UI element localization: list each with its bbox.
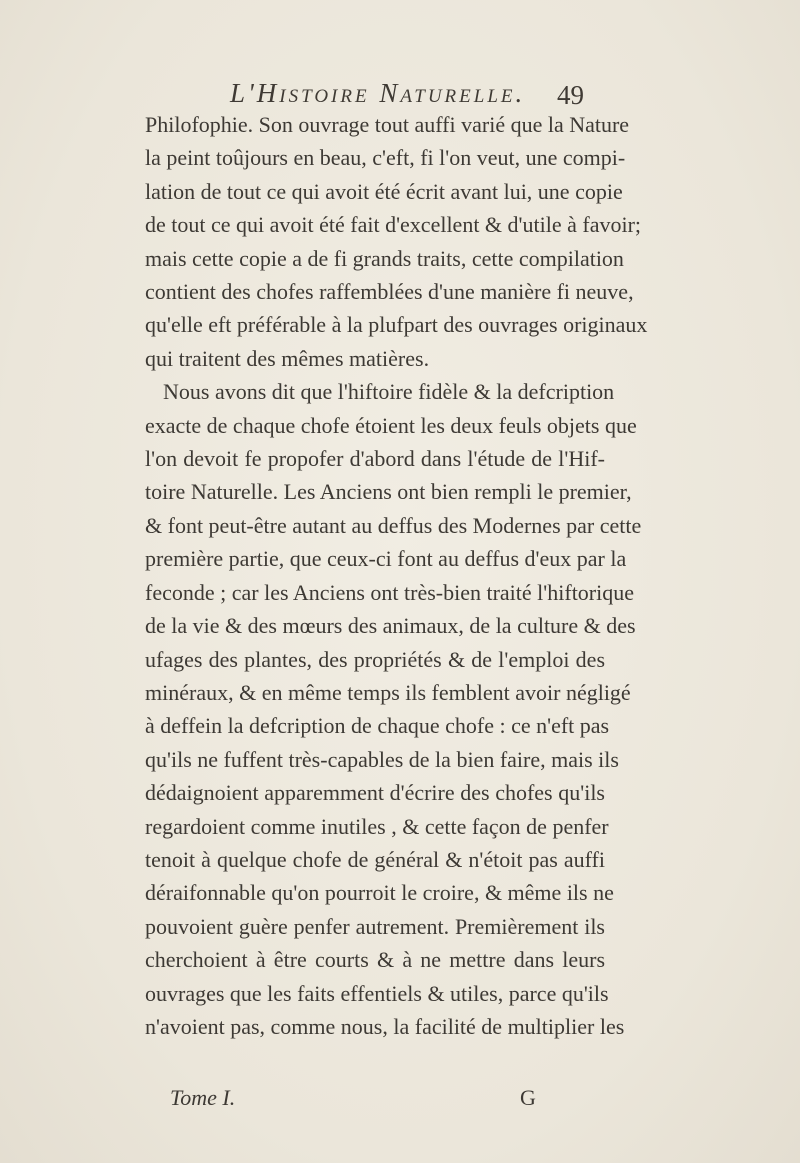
signature-mark: G	[520, 1085, 536, 1110]
text-line: la peint toûjours en beau, c'eft, fi l'on veut, une compi-	[145, 145, 626, 171]
text-line: mais cette copie a de fi grands traits, cette compilation	[145, 245, 624, 271]
text-line: dédaignoient apparemment d'écrire des chofes qu'ils	[145, 780, 605, 806]
text-line: Philofophie. Son ouvrage tout auffi varié que la Nature	[145, 112, 630, 137]
text-line: ufages des plantes, des propriétés & de l'emploi des	[145, 646, 605, 672]
text-line: de tout ce qui avoit été fait d'excellent & d'utile à favoir;	[145, 212, 642, 238]
text-line: exacte de chaque chofe étoient les deux feuls objets que	[145, 412, 637, 438]
text-line: lation de tout ce qui avoit été écrit avant lui, une copie	[145, 178, 623, 204]
text-line: & font peut-être autant au deffus des Modernes par cette	[145, 512, 642, 538]
text-line: qu'ils ne fuffent très-capables de la bien faire, mais ils	[145, 746, 619, 772]
text-line: de la vie & des mœurs des animaux, de la culture & des	[145, 613, 636, 639]
text-line: déraifonnable qu'on pourroit le croire, & même ils ne	[145, 880, 614, 906]
text-line: l'on devoit fe propofer d'abord dans l'étude de l'Hif-	[145, 446, 605, 472]
text-line: tenoit à quelque chofe de général & n'étoit pas auffi	[145, 846, 605, 872]
page-number: 49	[557, 80, 584, 110]
text-line: cherchoient à être courts & à ne mettre dans leurs	[145, 947, 605, 973]
body-text	[145, 108, 648, 1043]
text-line: ouvrages que les faits effentiels & utiles, parce qu'ils	[145, 980, 609, 1006]
text-line: pouvoient guère penfer autrement. Premièrement ils	[145, 913, 605, 939]
text-line: qu'elle eft préférable à la plufpart des ouvrages originaux	[145, 312, 648, 338]
text-line: à deffein la defcription de chaque chofe : ce n'eft pas	[145, 713, 610, 739]
text-line: feconde ; car les Anciens ont très-bien traité l'hiftorique	[145, 579, 635, 605]
text-line: première partie, que ceux-ci font au deffus d'eux par la	[145, 546, 627, 572]
text-line: qui traitent des mêmes matières.	[145, 345, 430, 371]
text-line: minéraux, & en même temps ils femblent avoir négligé	[145, 679, 631, 705]
text-line: regardoient comme inutiles , & cette façon de penfer	[145, 813, 609, 839]
text-line: toire Naturelle. Les Anciens ont bien rempli le premier,	[145, 479, 632, 505]
text-line: n'avoient pas, comme nous, la facilité de multiplier les	[145, 1013, 625, 1039]
text-line: Nous avons dit que l'hiftoire fidèle & la defcription	[163, 379, 615, 405]
text-line: contient des chofes raffemblées d'une manière fi neuve,	[145, 279, 634, 305]
running-head: L'Histoire Naturelle.	[230, 78, 526, 108]
volume-signature: Tome I.	[170, 1085, 236, 1110]
